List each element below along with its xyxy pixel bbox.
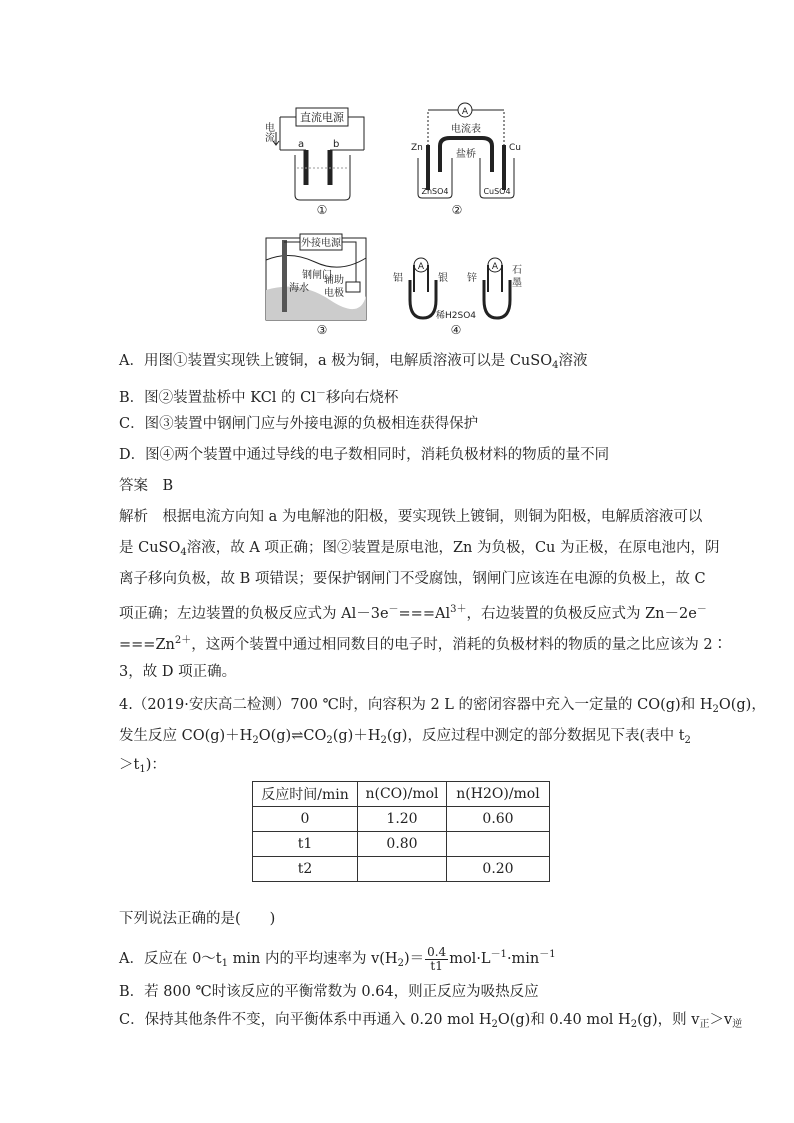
table-cell: t1 [253, 832, 358, 857]
fig4-silver: 银 [438, 273, 448, 284]
table-row [253, 807, 550, 832]
fig2-right-solution: CuSO4 [483, 187, 511, 196]
equilibrium-icon: ⇌ [291, 728, 304, 744]
table-row [253, 857, 550, 882]
figure-1-electrolysis [263, 108, 365, 217]
data-table [252, 781, 550, 882]
q3-option-a: A．用图①装置实现铁上镀铜，a 极为铜，电解质溶液可以是 CuSO$_4$溶液 [119, 353, 588, 371]
fig3-caption: ③ [316, 323, 328, 337]
table-row [253, 832, 550, 857]
fig3-seawater-label: 海水 [289, 283, 309, 294]
analysis-line-4: 项正确；左边装置的负极反应式为 $Al-3e^-===Al^{3+}$，右边装置的负极反应式为 Zn－2e－ [119, 604, 707, 622]
table-header-cell: n(CO)/mol [358, 782, 447, 807]
figures-area [0, 0, 794, 340]
fig4-caption: ④ [450, 323, 462, 337]
analysis-line-6: 3，故 D 项正确。 [119, 664, 237, 680]
fig2-meter-icon: A [461, 107, 469, 117]
fig2-caption: ② [451, 203, 463, 217]
fig2-left-solution: ZnSO4 [421, 187, 449, 196]
fig2-meter-label: 电流表 [451, 124, 481, 135]
table-cell [358, 857, 447, 882]
fig3-aux-label: 辅助 [324, 275, 344, 286]
table-header-row [253, 782, 550, 807]
fig2-right-metal: Cu [509, 143, 521, 153]
fig1-power-label: 直流电源 [300, 111, 344, 124]
table-cell: 0 [253, 807, 358, 832]
figure-2-galvanic-cell [411, 103, 521, 217]
table-cell: 0.80 [358, 832, 447, 857]
q4-line-3: $>t_1$)： [119, 757, 166, 775]
q4-line-2: 发生反应 $CO(g)+H_2O(g)\rightleftharpoons CO_2(g)+H_2(g)$，反应过程中测定的部分数据见下表(表中 $t_2$ [119, 728, 691, 746]
fraction: $\frac{0.4}{t1}$ [427, 944, 447, 973]
q3-option-c: C．图③装置中钢闸门应与外接电源的负极相连获得保护 [119, 416, 479, 432]
analysis-line-2: 是 CuSO$_4$溶液，故 A 项正确；图②装置是原电池，Zn 为负极，Cu 为正极，在原电池内，阴 [119, 540, 720, 558]
q4-option-a: A．反应在 $0\sim t_1$ min 内的平均速率为 $v(H_2)=$ $\frac{0.4}{t1}$ $mol\cdot L^{-1}\cdot\min^{-1}$ [119, 944, 556, 973]
q4-line-1: 4.（2019·安庆高二检测）700 ℃时，向容积为 2 L 的密闭容器中充入一定量的 CO(g)和 $H_2O(g)$， [119, 697, 766, 715]
fig1-electrode-b: b [333, 139, 340, 150]
fig4-meter-right: A [491, 262, 499, 272]
table-header-cell: 反应时间/min [253, 782, 358, 807]
fig4-aluminum: 铝 [393, 273, 403, 284]
table-cell: 1.20 [358, 807, 447, 832]
fig1-current-label: 电流 [262, 122, 274, 142]
fig1-electrode-a: a [298, 139, 305, 150]
analysis-line-3: 离子移向负极，故 B 项错误；要保护钢闸门不受腐蚀，钢闸门应该连在电源的负极上，故 C [119, 571, 706, 587]
table-cell: 0.60 [447, 807, 550, 832]
fig4-graphite-1: 石 [512, 265, 522, 276]
q4-option-b: B．若 800 ℃时该反应的平衡常数为 0.64，则正反应为吸热反应 [119, 984, 539, 1000]
table-cell: 0.20 [447, 857, 550, 882]
q3-option-d: D．图④两个装置中通过导线的电子数相同时，消耗负极材料的物质的量不同 [119, 447, 610, 463]
q4-option-c: C．保持其他条件不变，向平衡体系中再通入 0.20 mol $H_2O(g)$和 0.40 mol $H_2(g)$，则 $v_正>v_逆$ [119, 1012, 743, 1030]
table-cell [447, 832, 550, 857]
fig4-acid-label: 稀H2SO4 [435, 311, 477, 321]
analysis-line-1: 解析 根据电流方向知 a 为电解池的阳极，要实现铁上镀铜，则铜为阳极，电解质溶液可以 [119, 509, 703, 525]
figure-4-two-cells [393, 258, 522, 337]
table-header-cell: n(H2O)/mol [447, 782, 550, 807]
analysis-line-5: $===Zn^{2+}$，这两个装置中通过相同数目的电子时，消耗的负极材料的物质的量之比应该为 2∶ [119, 635, 728, 653]
figures-svg [0, 0, 794, 340]
fig4-zinc: 锌 [467, 273, 477, 284]
fig1-caption: ① [316, 203, 328, 217]
figure-3-gate-protection [266, 234, 366, 337]
fig4-meter-left: A [417, 262, 425, 272]
table-cell: t2 [253, 857, 358, 882]
fig2-left-metal: Zn [411, 143, 423, 153]
answer-line: 答案 B [119, 478, 174, 494]
fig2-bridge-label: 盐桥 [456, 149, 476, 160]
fig3-power-label: 外接电源 [301, 238, 341, 249]
fig4-graphite-2: 墨 [512, 278, 522, 289]
q3-option-b: B．图②装置盐桥中 KCl 的 Cl－移向右烧杯 [119, 388, 399, 406]
q4-stem: 下列说法正确的是( ) [119, 911, 276, 927]
fig3-electrode-label: 电极 [324, 288, 344, 299]
fig3-gate-label: 钢闸门 [302, 270, 332, 281]
